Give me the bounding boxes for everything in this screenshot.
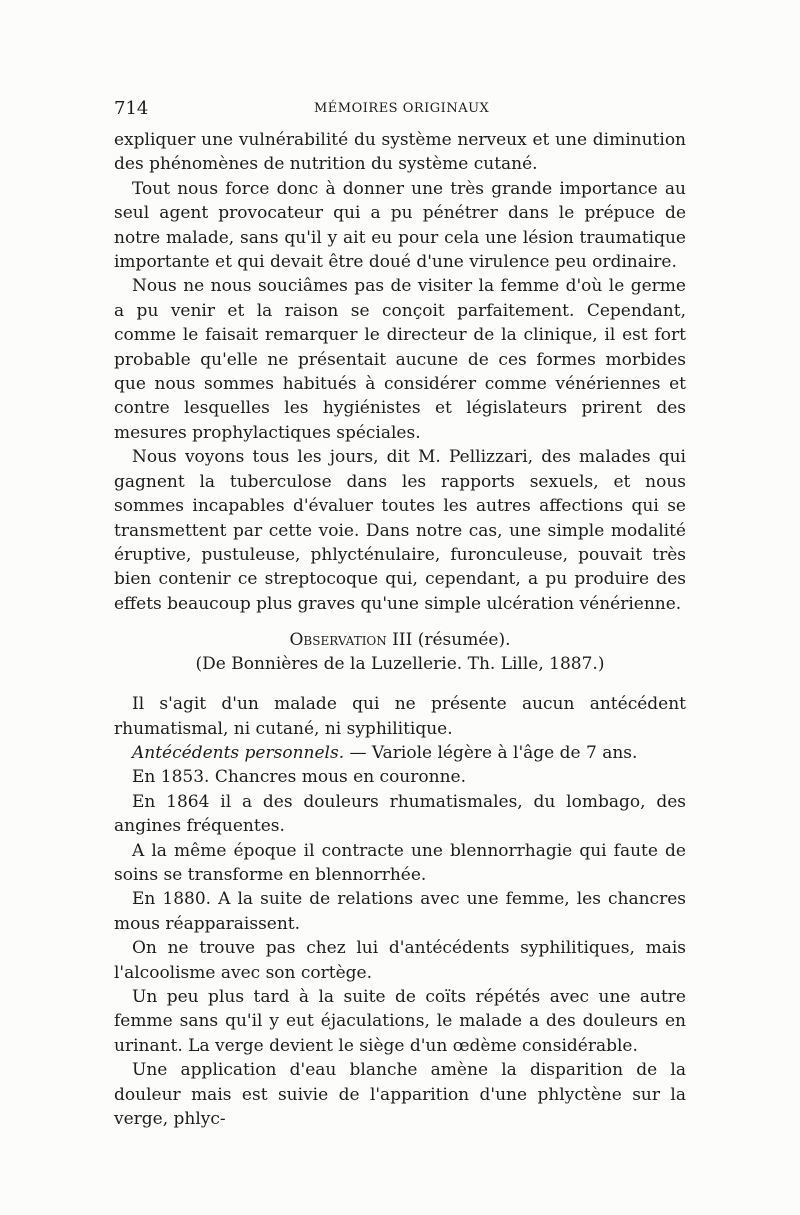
antecedents-paragraph [114, 741, 686, 765]
paragraph: Une application d'eau blanche amène la disparition de la douleur mais est suivie de l'apparition d'une phlyctène sur la verge, phlyc- [114, 1060, 686, 1130]
document-page [114, 98, 686, 1131]
paragraph: Un peu plus tard à la suite de coïts répétés avec une autre femme sans qu'il y eut éjaculations, le malade a des douleurs en urinant. La verge devient le siège d'un œdème considérable. [114, 987, 686, 1056]
paragraph: Nous ne nous souciâmes pas de visiter la femme d'où le germe a pu venir et la raison se conçoit parfaitement. Cependant, comme le faisait remarquer le directeur de la clinique, il est fort probable qu'elle ne présentait aucune de ces formes morbides que nous sommes habitués à considérer comme vénériennes et contre lesquelles les hygiénistes et législateurs prirent des mesures prophylactiques spéciales. [114, 276, 686, 443]
page-header [114, 98, 686, 128]
page-number: 714 [114, 98, 149, 119]
observation-title-number: III (résumée). [386, 630, 511, 651]
paragraph: Tout nous force donc à donner une très grande importance au seul agent provocateur qui a pu pénétrer dans le prépuce de notre malade, sans qu'il y ait eu pour cela une lésion traumatique importante et qui devait être doué d'une virulence peu ordinaire. [114, 178, 686, 273]
paragraph: On ne trouve pas chez lui d'antécédents syphilitiques, mais l'alcoolisme avec son cortège. [114, 938, 686, 983]
antecedents-label: Antécédents personnels. [132, 742, 345, 763]
running-title: MÉMOIRES ORIGINAUX [314, 101, 490, 116]
paragraph: A la même époque il contracte une blennorrhagie qui faute de soins se transforme en blennorrhée. [114, 840, 686, 885]
paragraph: expliquer une vulnérabilité du système nerveux et une diminution des phénomènes de nutrition du système cutané. [114, 130, 686, 175]
observation-source: (De Bonnières de la Luzellerie. Th. Lille, 1887.) [195, 654, 605, 675]
observation-title [114, 628, 686, 652]
observation-title-label: Observation [289, 630, 387, 651]
paragraph: En 1880. A la suite de relations avec une femme, les chancres mous réapparaissent. [114, 889, 686, 934]
antecedents-text: — Variole légère à l'âge de 7 ans. [344, 742, 638, 763]
paragraph: Nous voyons tous les jours, dit M. Pellizzari, des malades qui gagnent la tuberculose dans les rapports sexuels, et nous sommes incapables d'évaluer toutes les autres affections qui se transmettent par cette voie. Dans notre cas, une simple modalité éruptive, pustuleuse, phlycténulaire, furonculeuse, pouvait très bien contenir ce streptocoque qui, cependant, a pu produire des effets beaucoup plus graves qu'une simple ulcération vénérienne. [114, 447, 686, 614]
paragraph: En 1853. Chancres mous en couronne. [132, 767, 466, 788]
paragraph: En 1864 il a des douleurs rhumatismales, du lombago, des angines fréquentes. [114, 791, 686, 837]
paragraph: Il s'agit d'un malade qui ne présente aucun antécédent rhumatismal, ni cutané, ni syphilitique. [114, 694, 686, 739]
